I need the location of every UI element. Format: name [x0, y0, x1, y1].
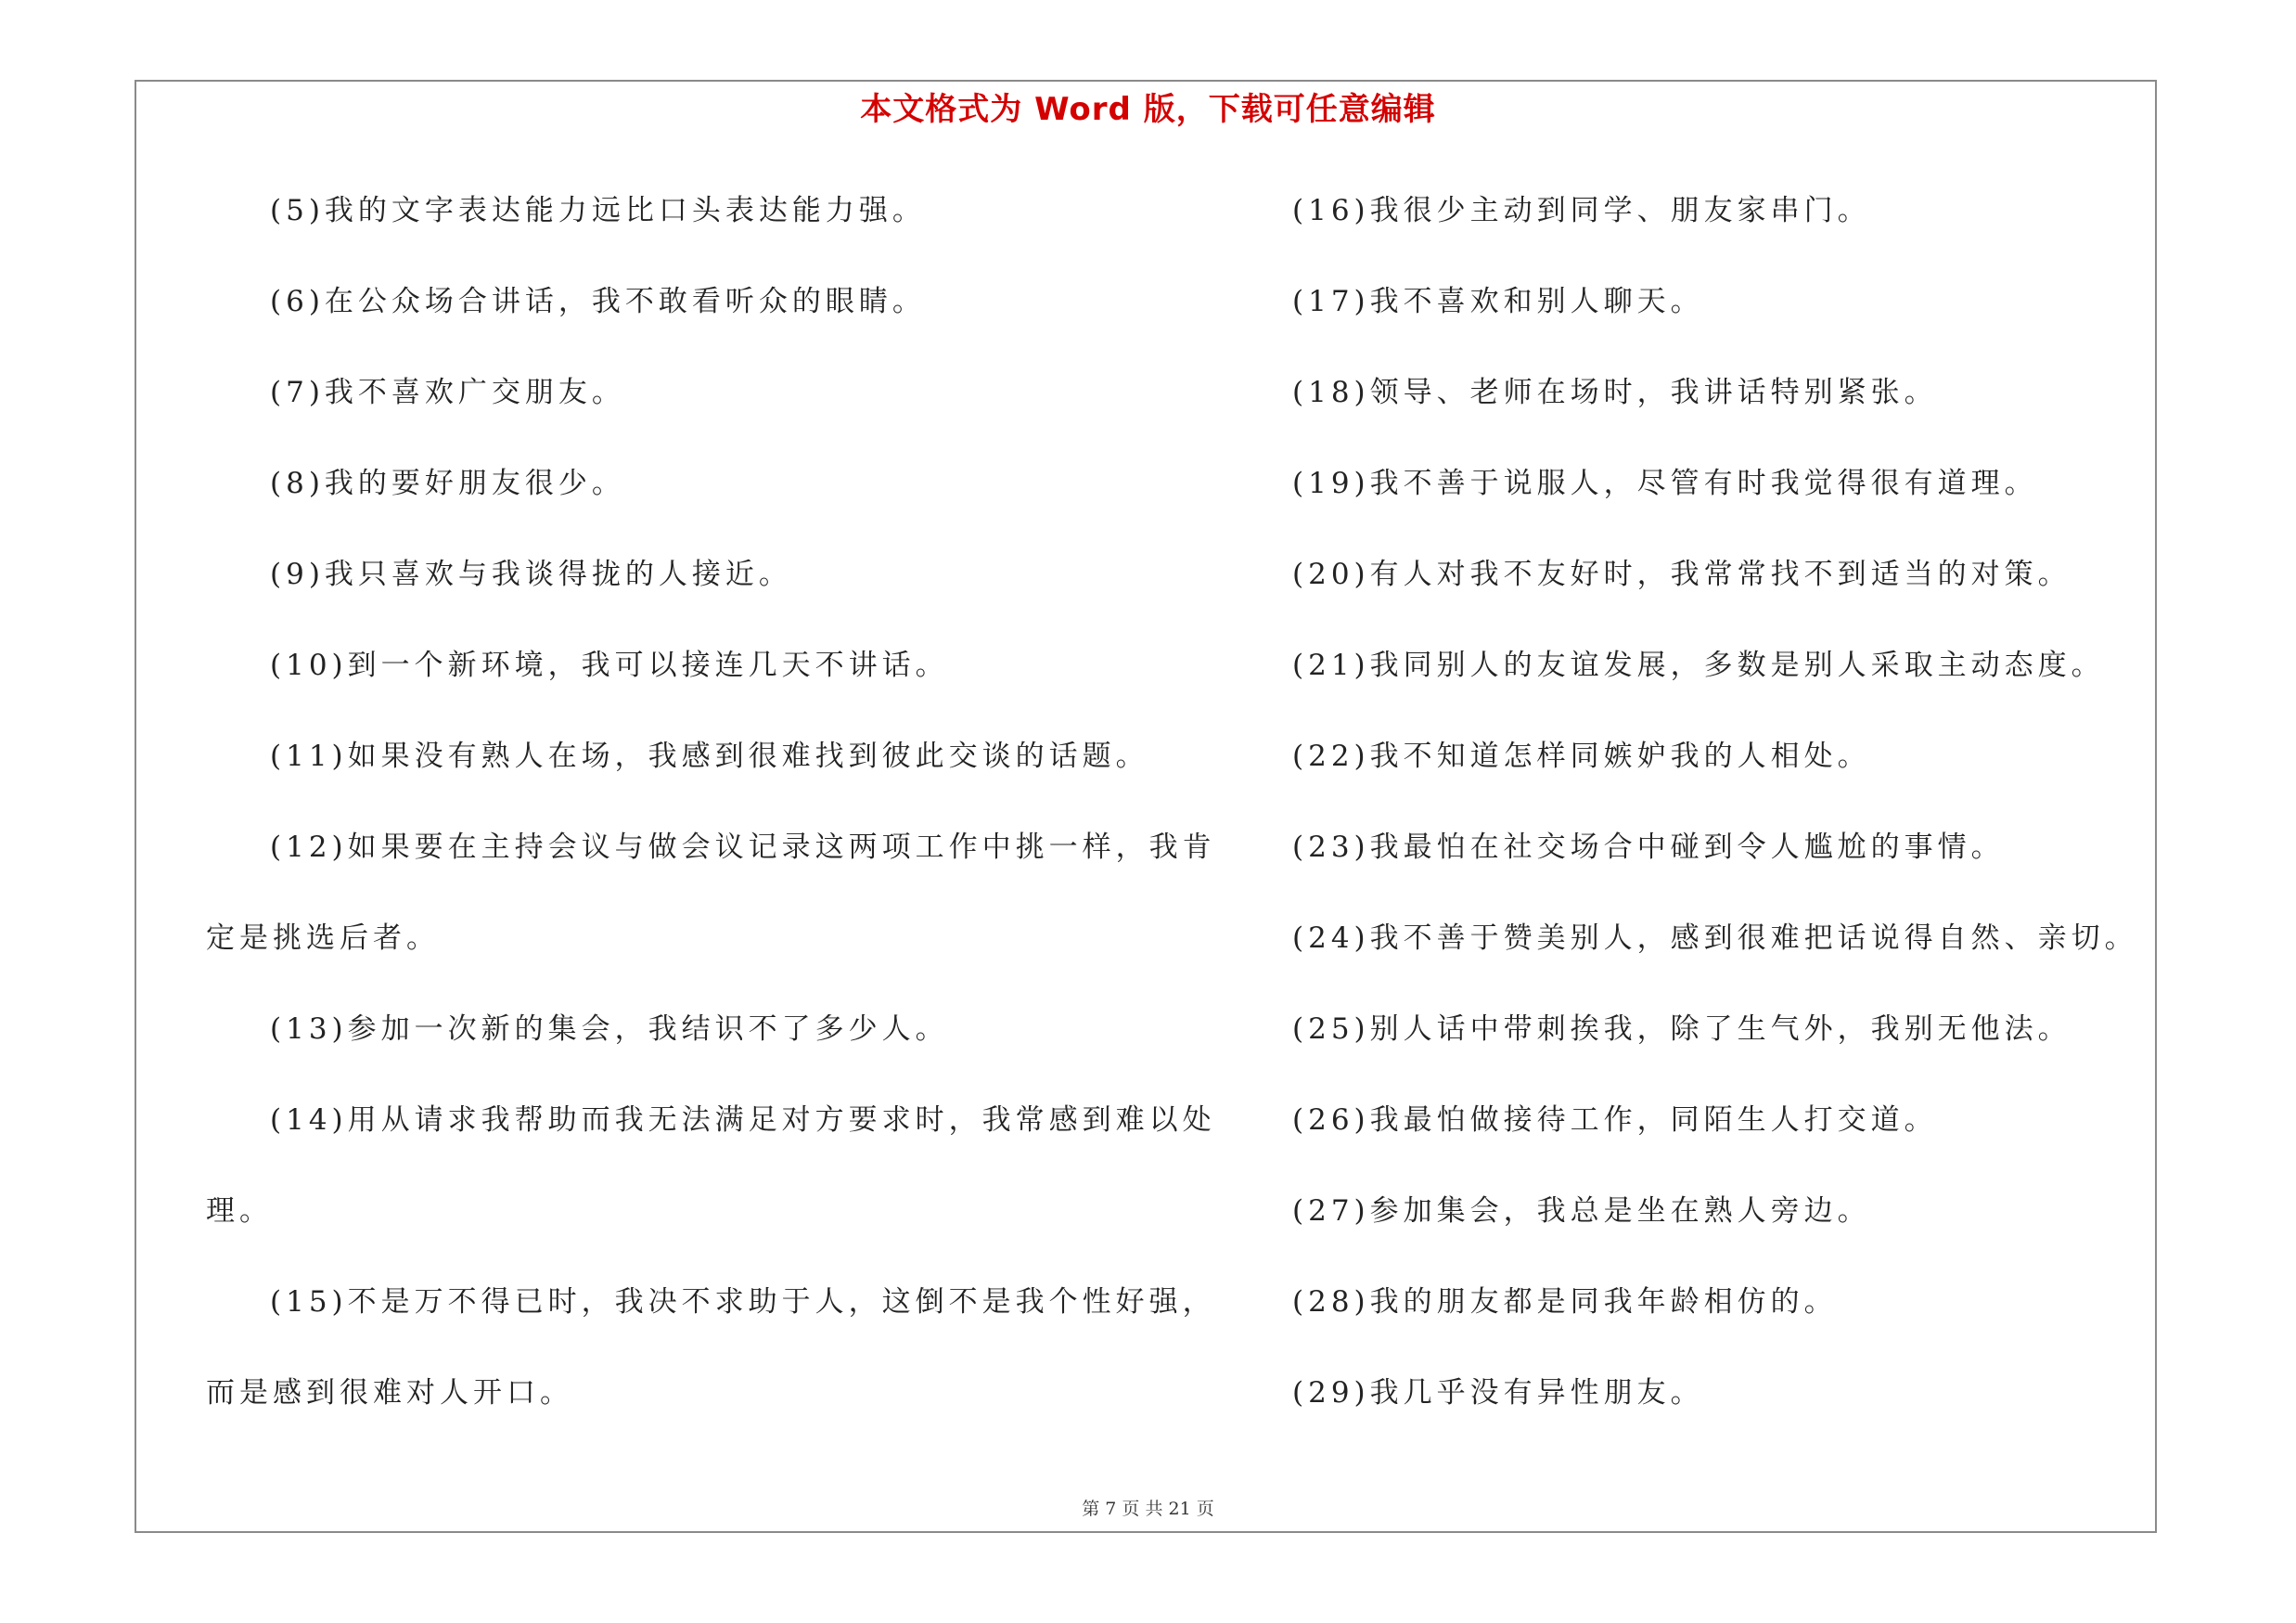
text-line: (19)我不善于说服人，尽管有时我觉得很有道理。	[1292, 467, 2038, 500]
text-line: 定是挑选后者。	[206, 921, 440, 955]
text-line: (23)我最怕在社交场合中碰到令人尴尬的事情。	[1292, 831, 2005, 864]
text-line: (10)到一个新环境，我可以接连几天不讲话。	[270, 649, 949, 682]
text-line: (25)别人话中带刺挨我，除了生气外，我别无他法。	[1292, 1012, 2072, 1046]
text-line: (28)我的朋友都是同我年龄相仿的。	[1292, 1285, 1838, 1319]
text-line: (6)在公众场合讲话，我不敢看听众的眼睛。	[270, 285, 926, 318]
text-line: (27)参加集会，我总是坐在熟人旁边。	[1292, 1194, 1871, 1228]
text-line: (26)我最怕做接待工作，同陌生人打交道。	[1292, 1103, 1938, 1137]
text-line: (12)如果要在主持会议与做会议记录这两项工作中挑一样，我肯	[270, 831, 1216, 864]
text-line: (18)领导、老师在场时，我讲话特别紧张。	[1292, 376, 1938, 409]
text-line: (29)我几乎没有异性朋友。	[1292, 1376, 1704, 1410]
text-line: (13)参加一次新的集会，我结识不了多少人。	[270, 1012, 949, 1046]
text-line: (21)我同别人的友谊发展，多数是别人采取主动态度。	[1292, 649, 2105, 682]
text-line: (16)我很少主动到同学、朋友家串门。	[1292, 194, 1871, 227]
text-line: (9)我只喜欢与我谈得拢的人接近。	[270, 558, 792, 591]
text-line: 理。	[206, 1194, 273, 1228]
text-line: (8)我的要好朋友很少。	[270, 467, 625, 500]
text-line: 而是感到很难对人开口。	[206, 1376, 573, 1410]
text-line: (15)不是万不得已时，我决不求助于人，这倒不是我个性好强，	[270, 1285, 1216, 1319]
text-line: (20)有人对我不友好时，我常常找不到适当的对策。	[1292, 558, 2072, 591]
page-number: 第 7 页 共 21 页	[1082, 1499, 1214, 1519]
text-line: (11)如果没有熟人在场，我感到很难找到彼此交谈的话题。	[270, 740, 1149, 773]
text-line: (24)我不善于赞美别人，感到很难把话说得自然、亲切。	[1292, 921, 2138, 955]
word-format-notice: 本文格式为 Word 版，下载可任意编辑	[860, 91, 1436, 128]
text-line: (5)我的文字表达能力远比口头表达能力强。	[270, 194, 926, 227]
text-line: (7)我不喜欢广交朋友。	[270, 376, 625, 409]
text-line: (22)我不知道怎样同嫉妒我的人相处。	[1292, 740, 1871, 773]
text-line: (14)用从请求我帮助而我无法满足对方要求时，我常感到难以处	[270, 1103, 1216, 1137]
text-line: (17)我不喜欢和别人聊天。	[1292, 285, 1704, 318]
